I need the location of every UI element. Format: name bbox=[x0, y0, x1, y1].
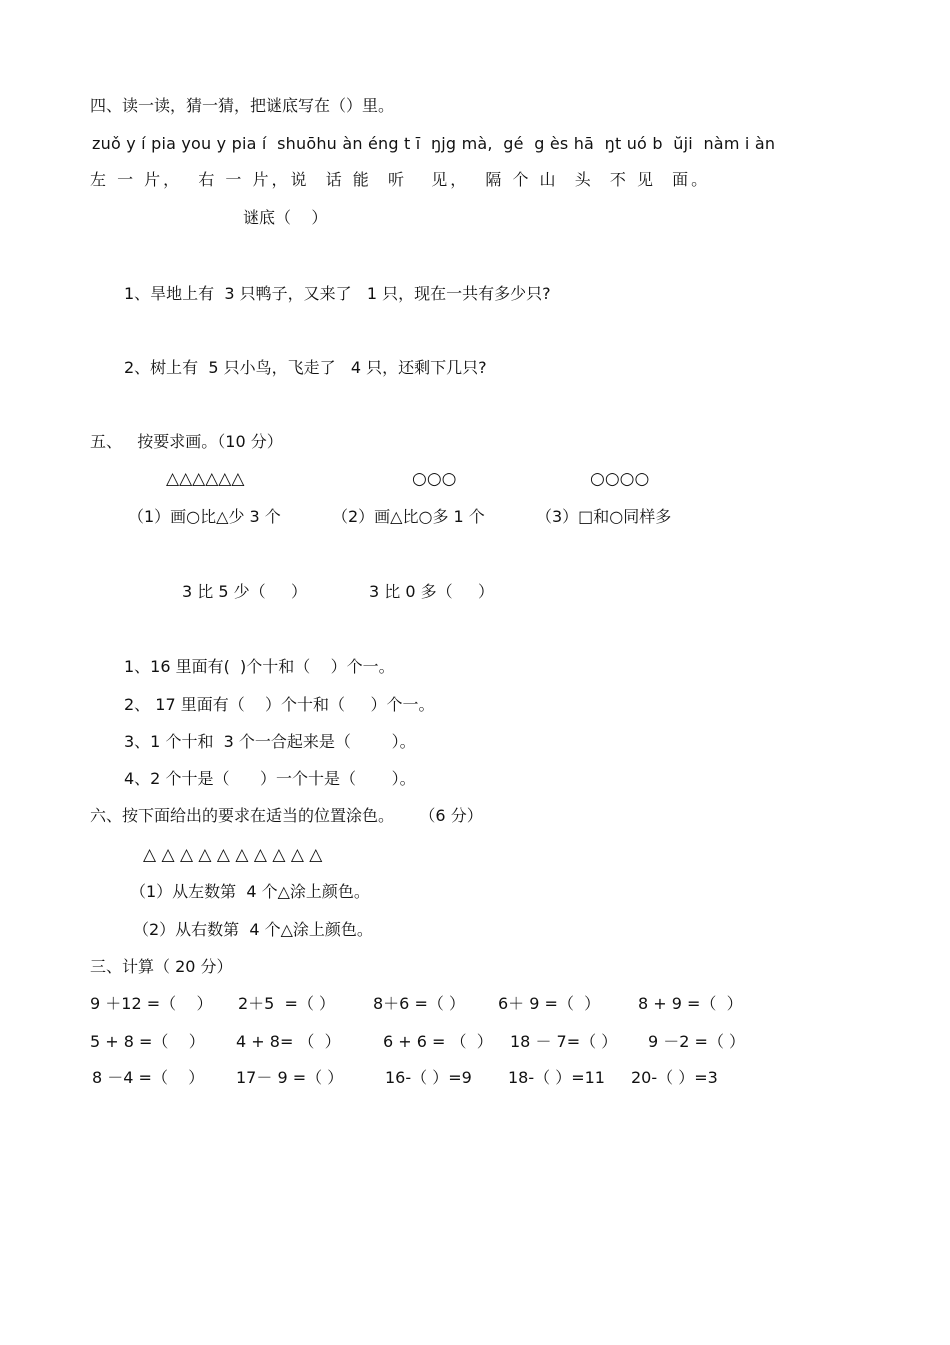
fill-blank-1: 1、16 里面有( )个十和（ ）个一。 bbox=[124, 657, 395, 676]
color-task-2: （2）从右数第 4 个△涂上颜色。 bbox=[133, 920, 373, 939]
section-4-heading: 四、读一读，猜一猜，把谜底写在（）里。 bbox=[90, 96, 395, 115]
triangle-row: △△△△△△ bbox=[166, 469, 245, 489]
circle-row-3: ○○○ bbox=[412, 469, 457, 489]
calc-r1-c2: 2＋5 =（ ） bbox=[238, 994, 336, 1013]
circle-row-4: ○○○○ bbox=[590, 469, 650, 489]
word-problem-1: 1、旱地上有 3 只鸭子，又来了 1 只，现在一共有多少只? bbox=[124, 284, 551, 303]
word-problem-2: 2、树上有 5 只小鸟，飞走了 4 只，还剩下几只? bbox=[124, 358, 487, 377]
section-6-heading: 六、按下面给出的要求在适当的位置涂色。 （6 分） bbox=[90, 806, 483, 825]
draw-task-3: （3）□和○同样多 bbox=[536, 507, 672, 526]
riddle-pinyin: zuǒ y í pia you y pia í shuōhu àn éng t ī ŋjg mà, gé g ès hā ŋt uó b ŭji nàm i àn bbox=[92, 134, 776, 153]
riddle-answer: 谜底（ ） bbox=[243, 208, 328, 227]
calc-r3-c3: 16-（ ）=9 bbox=[385, 1068, 472, 1087]
fill-blank-3: 3、1 个十和 3 个一合起来是（ ）。 bbox=[124, 732, 416, 751]
calc-r2-c1: 5 + 8 =（ ） bbox=[90, 1032, 205, 1051]
calc-r2-c5: 9 －2 =（ ） bbox=[648, 1032, 746, 1051]
fill-blank-2: 2、 17 里面有（ ）个十和（ ）个一。 bbox=[124, 695, 435, 714]
compare-1: 3 比 5 少（ ） bbox=[182, 582, 308, 601]
draw-task-1: （1）画○比△少 3 个 bbox=[128, 507, 281, 526]
calc-r1-c5: 8 + 9 =（ ） bbox=[638, 994, 743, 1013]
calc-r1-c1: 9 ＋12 =（ ） bbox=[90, 994, 213, 1013]
calc-r2-c2: 4 + 8= （ ） bbox=[236, 1032, 341, 1051]
calc-r2-c4: 18 － 7=（ ） bbox=[510, 1032, 618, 1051]
section-3-heading: 三、计算（ 20 分） bbox=[90, 957, 233, 976]
calc-r3-c4: 18-（ ）=11 bbox=[508, 1068, 605, 1087]
calc-r1-c4: 6＋ 9 =（ ） bbox=[498, 994, 601, 1013]
calc-r2-c3: 6 + 6 = （ ） bbox=[383, 1032, 493, 1051]
fill-blank-4: 4、2 个十是（ ）一个十是（ ）。 bbox=[124, 769, 416, 788]
section-5-heading: 五、 按要求画。（10 分） bbox=[90, 432, 283, 451]
draw-task-2: （2）画△比○多 1 个 bbox=[332, 507, 485, 526]
calc-r1-c3: 8＋6 =（ ） bbox=[373, 994, 465, 1013]
compare-2: 3 比 0 多（ ） bbox=[369, 582, 495, 601]
color-task-1: （1）从左数第 4 个△涂上颜色。 bbox=[130, 882, 370, 901]
riddle-text: 左 一 片， 右 一 片，说 话 能 听 见， 隔 个 山 头 不 见 面。 bbox=[90, 170, 711, 189]
calc-r3-c1: 8 －4 =（ ） bbox=[92, 1068, 205, 1087]
calc-r3-c5: 20-（ ）=3 bbox=[631, 1068, 718, 1087]
triangle-color-row: △ △ △ △ △ △ △ △ △ △ bbox=[143, 845, 323, 865]
calc-r3-c2: 17－ 9 =（ ） bbox=[236, 1068, 344, 1087]
